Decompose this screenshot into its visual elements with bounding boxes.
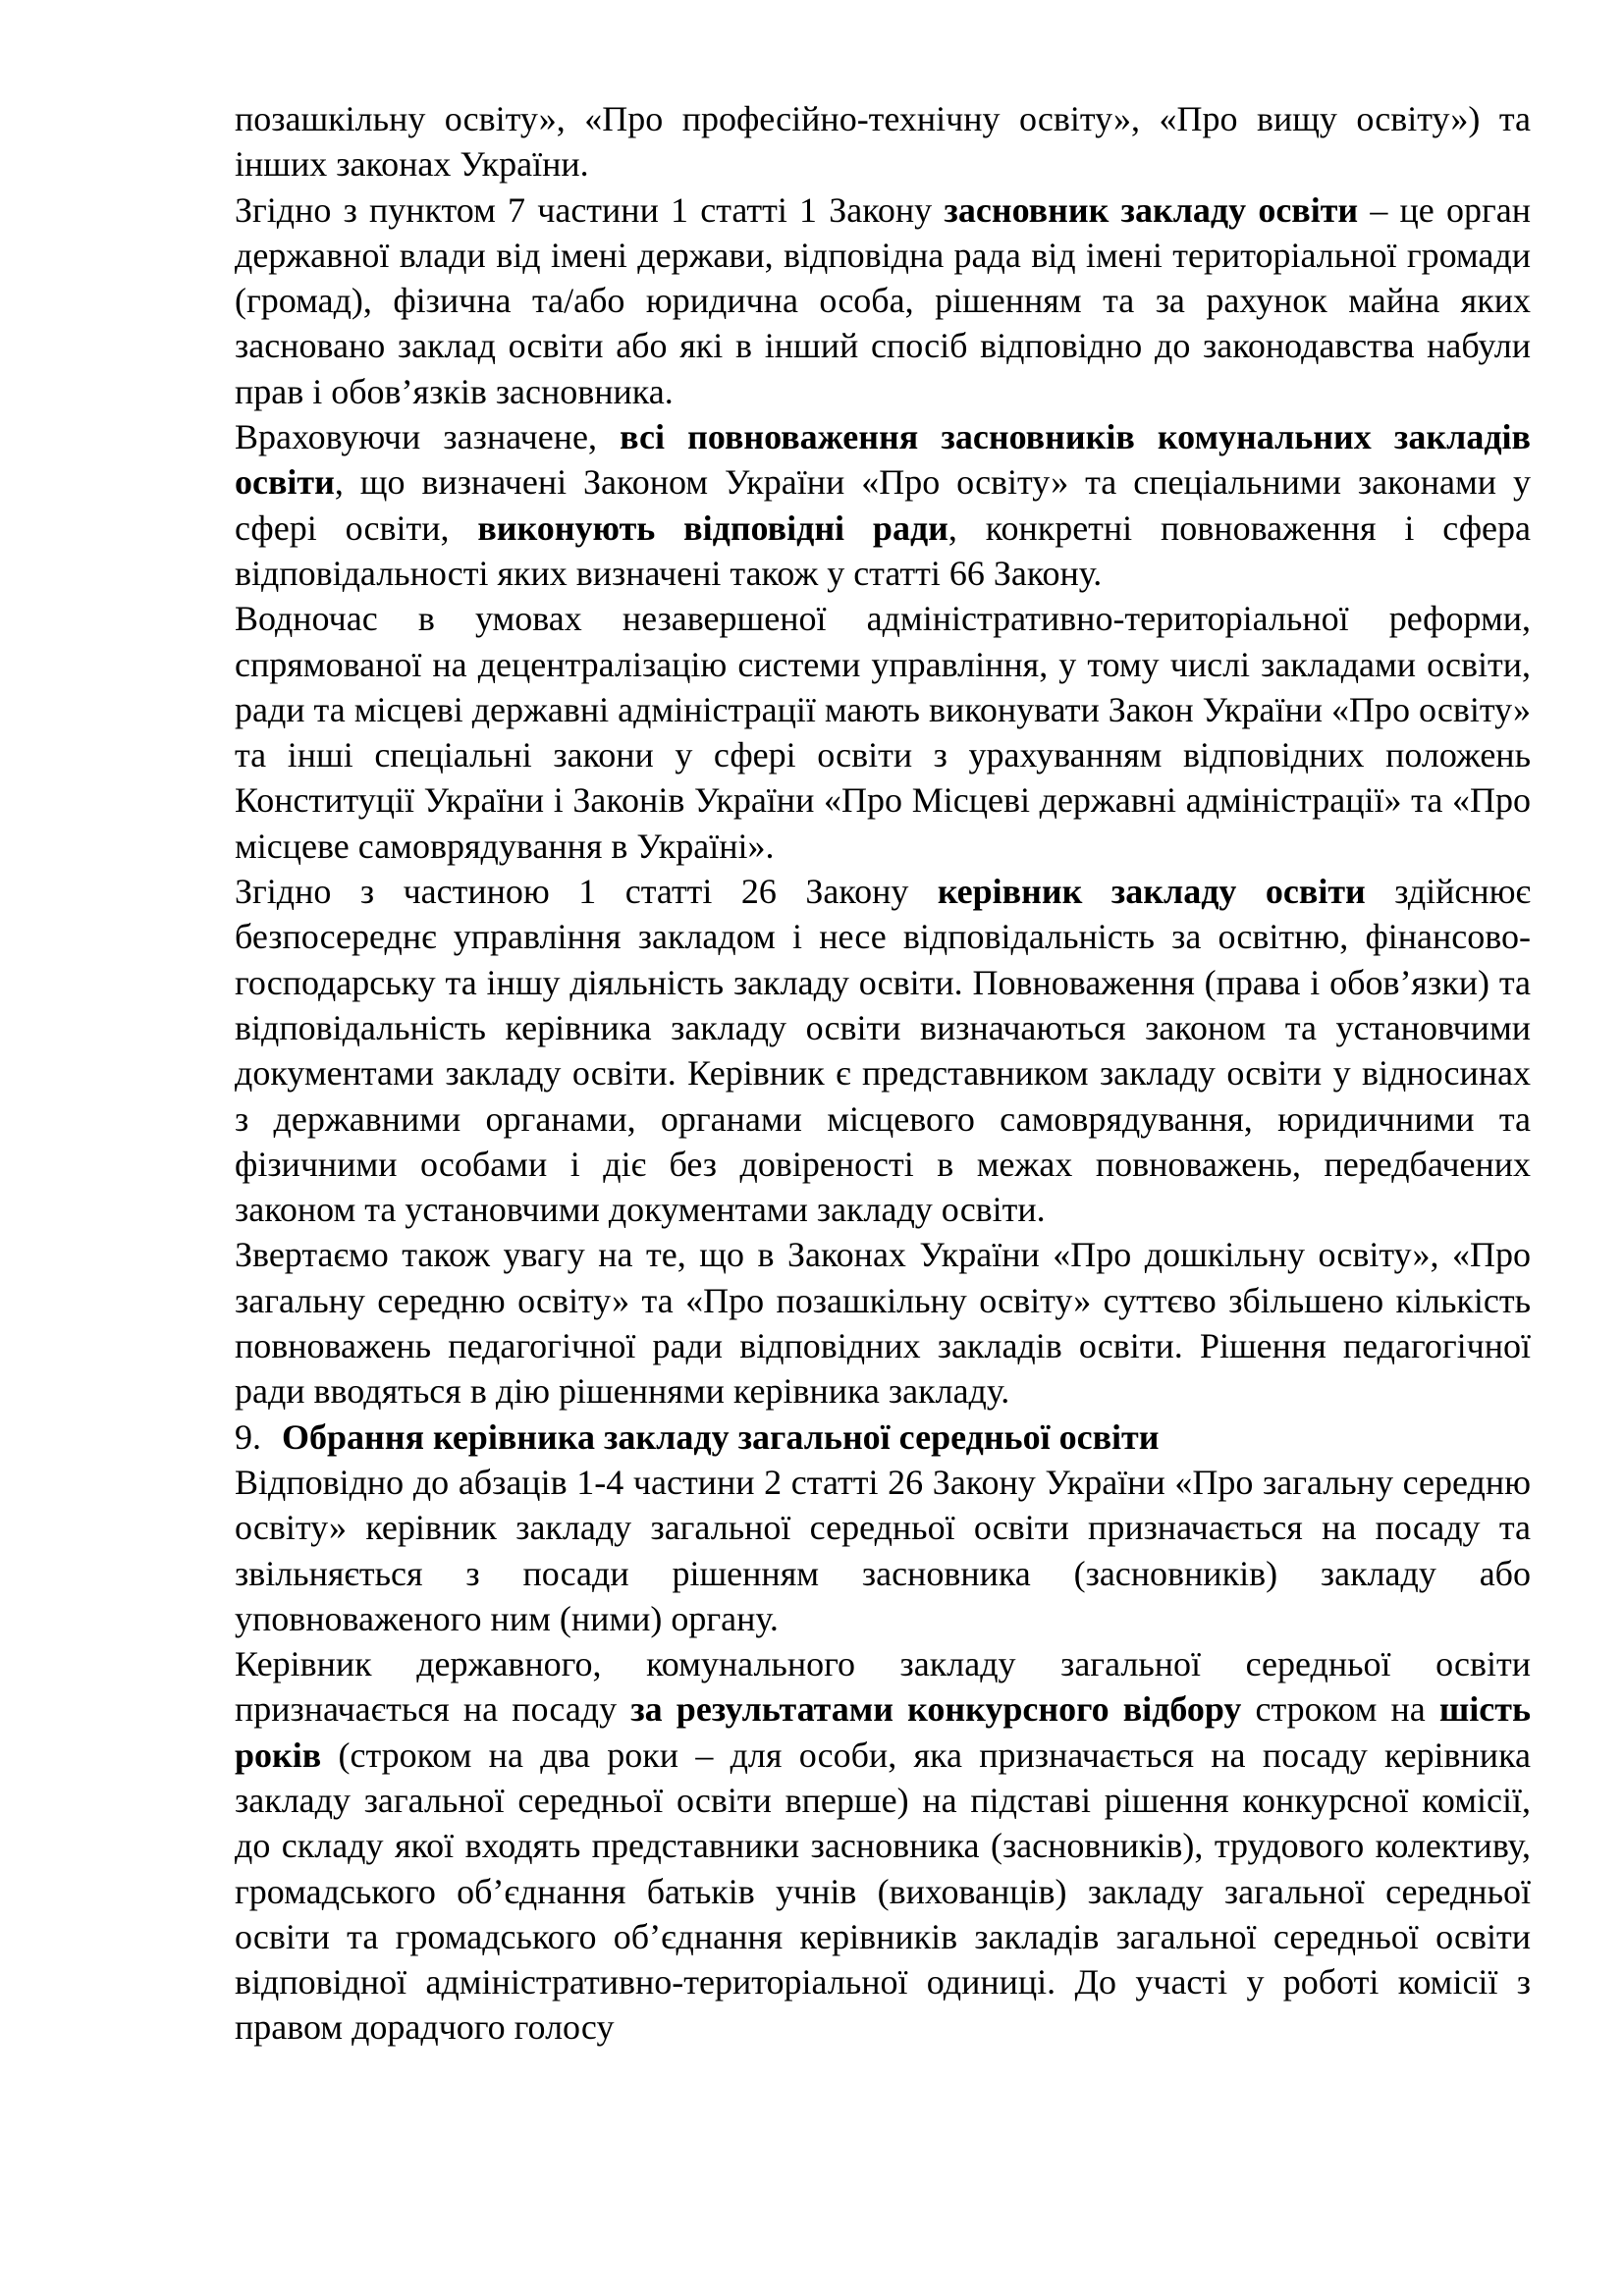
- text-run: Звертаємо також увагу на те, що в Законах України «Про дошкільну освіту», «Про загальну середню освіту» та «Про позашкільну освіту» суттєво збільшено кількість повноважень педагогічної ради відповідних закладів освіти. Рішення педагогічної ради вводяться в дію рішеннями керівника закладу.: [235, 1235, 1531, 1412]
- text-run: позашкільну освіту», «Про професійно-технічну освіту», «Про вищу освіту») та інших законах України.: [235, 99, 1531, 185]
- paragraph: [235, 187, 1531, 414]
- section-heading: [235, 1415, 1531, 1460]
- bold-text: всі повноваження засновників комунальних закладів освіти: [235, 417, 1531, 503]
- text-run: здійснює безпосереднє управління закладом і несе відповідальність за освітню, фінансово-господарську та іншу діяльність закладу освіти. Повноваження (права і обов’язки) та відповідальність керівника закладу освіти визначаються законом та установчими документами закладу освіти. Керівник є представником закладу освіти у відносинах з державними органами, органами місцевого самоврядування, юридичними та фізичними особами і діє без довіреності в межах повноважень, передбачених законом та установчими документами закладу освіти.: [235, 872, 1531, 1230]
- document-page: [235, 96, 1531, 2051]
- document-body-part-2: [235, 1460, 1531, 2051]
- document-body-part-1: [235, 96, 1531, 1415]
- text-run: Водночас в умовах незавершеної адміністративно-територіальної реформи, спрямованої на децентралізацію системи управління, у тому числі закладами освіти, ради та місцеві державні адміністрації мають виконувати Закон України «Про освіту» та інші спеціальні закони у сфері освіти з урахуванням відповідних положень Конституції України і Законів України «Про Місцеві державні адміністрації» та «Про місцеве самоврядування в Україні».: [235, 599, 1532, 866]
- text-run: Враховуючи зазначене,: [235, 417, 621, 457]
- paragraph: [235, 596, 1531, 869]
- bold-text: керівник закладу освіти: [937, 872, 1366, 912]
- text-run: Керівник державного, комунального закладу загальної середньої освіти призначається на посаду: [235, 1644, 1531, 1730]
- paragraph: [235, 1641, 1531, 2051]
- text-run: Згідно з пунктом 7 частини 1 статті 1 Закону: [235, 189, 945, 230]
- paragraph: [235, 869, 1531, 1232]
- text-run: , конкретні повноваження і сфера відповідальності яких визначені також у статті 66 Закону.: [235, 507, 1531, 593]
- text-run: Відповідно до абзаців 1-4 частини 2 статті 26 Закону України «Про загальну середню освіту» керівник закладу загальної середньої освіти призначається на посаду та звільняється з посади рішенням засновника (засновників) закладу або уповноваженого ним (ними) органу.: [235, 1462, 1531, 1638]
- bold-text: виконують відповідні ради: [477, 507, 948, 548]
- section-number: 9.: [235, 1416, 261, 1457]
- paragraph: [235, 1232, 1531, 1414]
- text-run: – це орган державної влади від імені держави, відповідна рада від імені територіальної громади (громад), фізична та/або юридична особа, рішенням та за рахунок майна яких засновано заклад освіти або які в інший спосіб відповідно до законодавства набули прав і обов’язків засновника.: [235, 189, 1531, 411]
- text-run: строком на: [1241, 1689, 1439, 1730]
- text-run: Згідно з частиною 1 статті 26 Закону: [235, 872, 938, 912]
- section-title: Обрання керівника закладу загальної середньої освіти: [282, 1416, 1160, 1457]
- text-run: (строком на два роки – для особи, яка призначається на посаду керівника закладу загальної середньої освіти вперше) на підставі рішення конкурсної комісії, до складу якої входять представники засновника (засновників), трудового колективу, громадського об’єднання батьків учнів (вихованців) закладу загальної середньої освіти та громадського об’єднання керівників закладів загальної середньої освіти відповідної адміністративно-територіальної одиниці. До участі у роботі комісії з правом дорадчого голосу: [235, 1735, 1531, 2048]
- paragraph: [235, 96, 1531, 187]
- bold-text: за результатами конкурсного відбору: [630, 1689, 1242, 1730]
- paragraph: [235, 414, 1531, 596]
- text-run: , що визначені Законом України «Про освіту» та спеціальними законами у сфері освіти,: [235, 462, 1531, 548]
- paragraph: [235, 1460, 1531, 1641]
- bold-text: засновник закладу освіти: [944, 189, 1359, 230]
- bold-text: шість років: [235, 1689, 1531, 1775]
